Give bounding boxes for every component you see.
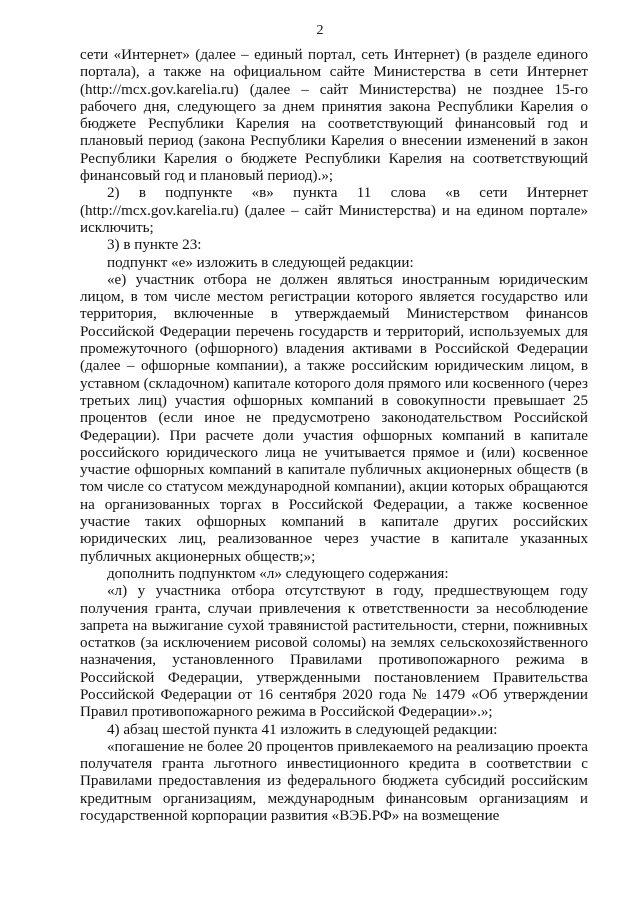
paragraph-item-3: 3) в пункте 23: — [107, 237, 202, 254]
page-number: 2 — [316, 23, 324, 38]
paragraph-subitem-l-intro: дополнить подпунктом «л» следующего содержания: — [107, 565, 449, 582]
paragraph-subitem-l-text: «л) у участника отбора отсутствуют в году, предшествующем году получения гранта, случаи привлечения к ответственности за несоблюдение запрета на выжигание сухой травянистой растительности, стерни, пожнивных остатков (за исключением рисовой соломы) на землях сельскохозяйственного назначения, установленного Правилами противопожарного режима в Российской Федерации, утвержденными постановлением Правительства Российской Федерации от 16 сентября 2020 года № 1479 «Об утверждении Правил противопожарного режима в Российской Федерации».»; — [80, 583, 588, 721]
document-body — [80, 47, 588, 825]
paragraph-item-2: 2) в подпункте «в» пункта 11 слова «в сети Интернет (http://mcx.gov.karelia.ru) (далее – сайт Министерства) и на едином портале» исключить; — [80, 185, 588, 236]
paragraph-item-4: 4) абзац шестой пункта 41 изложить в следующей редакции: — [107, 721, 498, 738]
paragraph-item-4-text: «погашение не более 20 процентов привлекаемого на реализацию проекта получателя гранта льготного инвестиционного кредита в соответствии с Правилами предоставления из федерального бюджета субсидий российским кредитным организациям, международным финансовым организациям и государственной корпорации развития «ВЭБ.РФ» на возмещение — [80, 738, 588, 825]
paragraph-subitem-e-intro: подпункт «е» изложить в следующей редакции: — [107, 254, 414, 271]
paragraph-subitem-e-text: «е) участник отбора не должен являться иностранным юридическим лицом, в том числе местом регистрации которого является государство или территория, включенные в утверждаемый Министерством финансов Российской Федерации перечень государств и территорий, используемых для промежуточного (офшорного) владения активами в Российской Федерации (далее – офшорные компании), а также российским юридическим лицом, в уставном (складочном) капитале которого доля прямого или косвенного (через третьих лиц) участия офшорных компаний в совокупности превышает 25 процентов (если иное не предусмотрено законодательством Российской Федерации). При расчете доли участия офшорных компаний в капитале российского юридического лица не учитывается прямое и (или) косвенное участие офшорных компаний в капитале публичных акционерных обществ (в том числе со статусом международной компании), акции которых обращаются на организованных торгах в Российской Федерации, а также косвенное участие таких офшорных компаний в капитале других российских юридических лиц, реализованное через участие в капитале указанных публичных акционерных обществ;»; — [80, 271, 588, 565]
paragraph-portal-publication: сети «Интернет» (далее – единый портал, сеть Интернет) (в разделе единого портала), а также на официальном сайте Министерства в сети Интернет (http://mcx.gov.karelia.ru) (далее – сайт Министерства) не позднее 15-го рабочего дня, следующего за днем принятия закона Республики Карелия о бюджете Республики Карелия на соответствующий финансовый год и плановый период (закона Республики Карелия о внесении изменений в закон Республики Карелия о бюджете Республики Карелия на соответствующий финансовый год и плановый период).»; — [80, 47, 588, 185]
